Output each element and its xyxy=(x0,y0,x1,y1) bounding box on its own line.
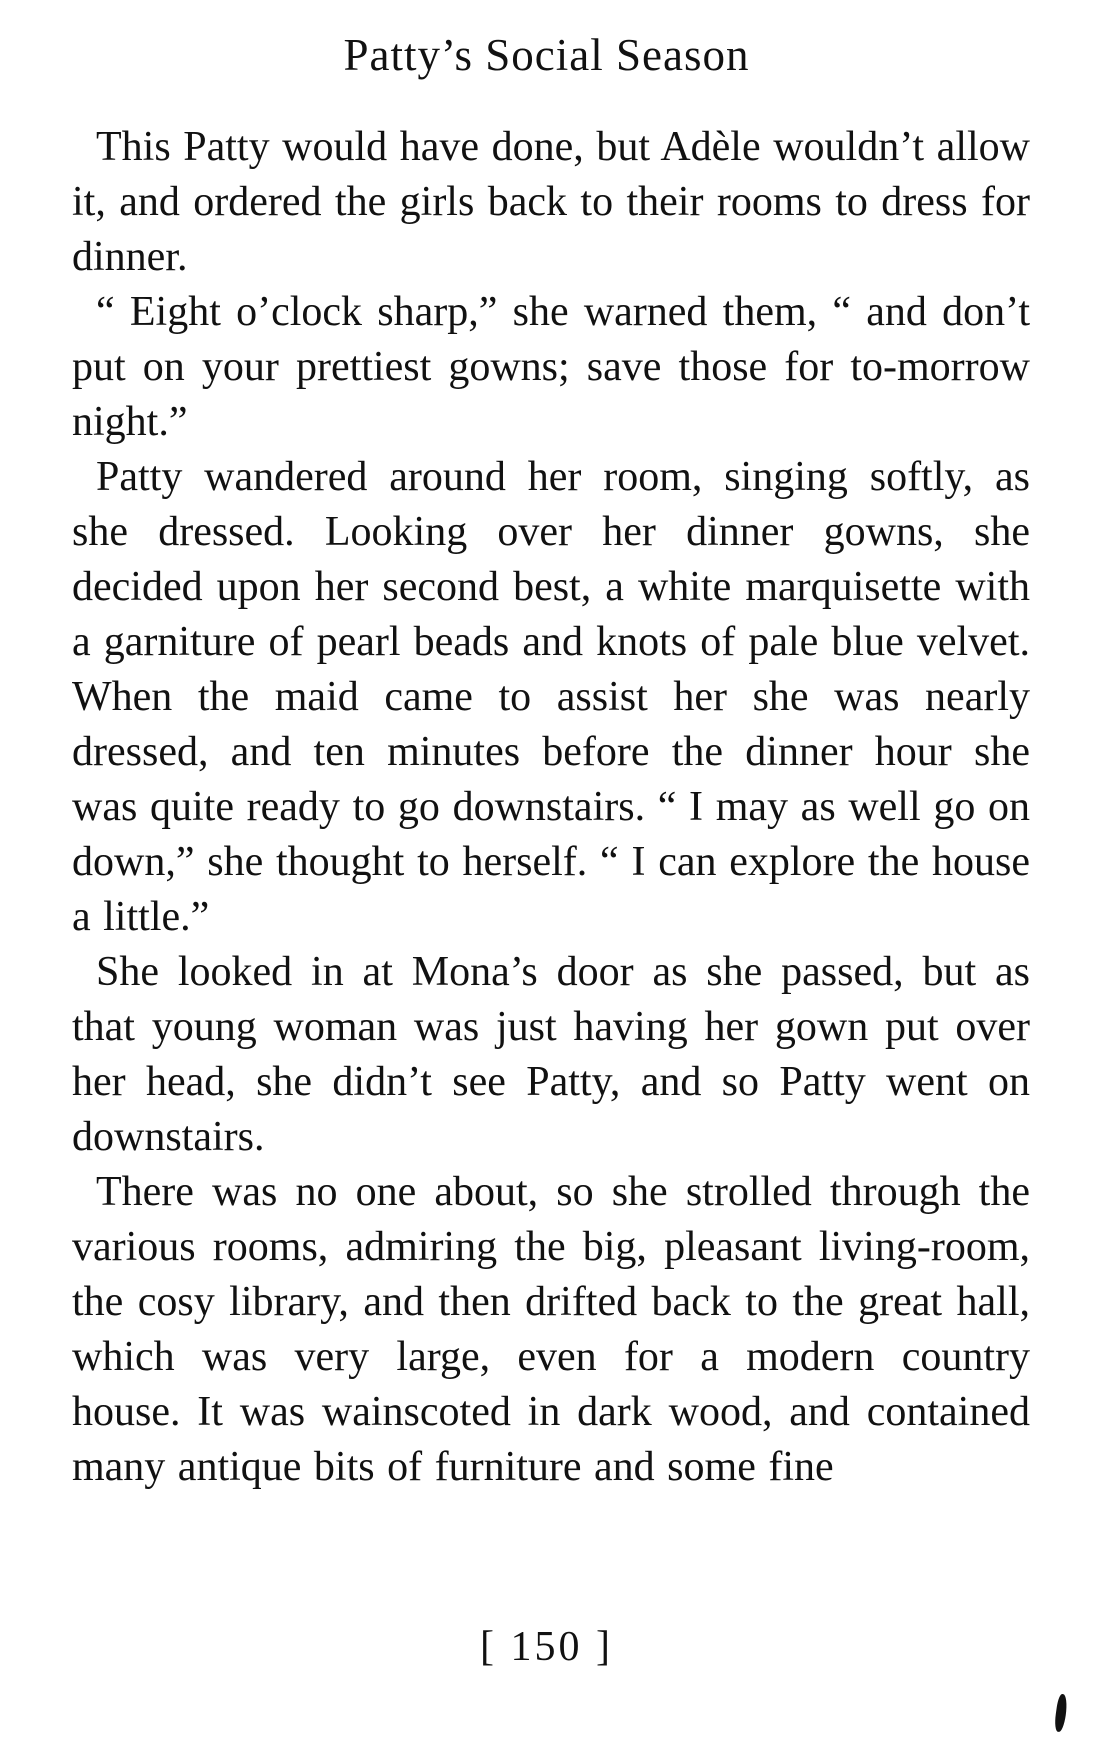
paragraph: This Patty would have done, but Adèle wouldn’t allow it, and ordered the girls back to their rooms to dress for dinner. xyxy=(72,124,1030,280)
running-head: Patty’s Social Season xyxy=(343,30,750,80)
paragraph: She looked in at Mona’s door as she passed, but as that young woman was just having her gown put over her head, she didn’t see Patty, and so Patty went on downstairs. xyxy=(72,949,1030,1160)
ink-mark xyxy=(1053,1693,1068,1732)
page-number: [ 150 ] xyxy=(480,1624,613,1670)
paragraph: There was no one about, so she strolled through the various rooms, admiring the big, pleasant living-room, the cosy library, and then drifted back to the great hall, which was very large, even for a modern country house. It was wainscoted in dark wood, and contained many antique bits of furniture and some fine xyxy=(72,1169,1030,1490)
body-text xyxy=(72,120,1030,1495)
paragraph: “ Eight o’clock sharp,” she warned them, “ and don’t put on your prettiest gowns; save those for to-morrow night.” xyxy=(72,289,1030,445)
paragraph: Patty wandered around her room, singing softly, as she dressed. Looking over her dinner gowns, she decided upon her second best, a white marquisette with a garniture of pearl beads and knots of pale blue velvet. When the maid came to assist her she was nearly dressed, and ten minutes before the dinner hour she was quite ready to go downstairs. “ I may as well go on down,” she thought to herself. “ I can explore the house a little.” xyxy=(72,454,1030,940)
